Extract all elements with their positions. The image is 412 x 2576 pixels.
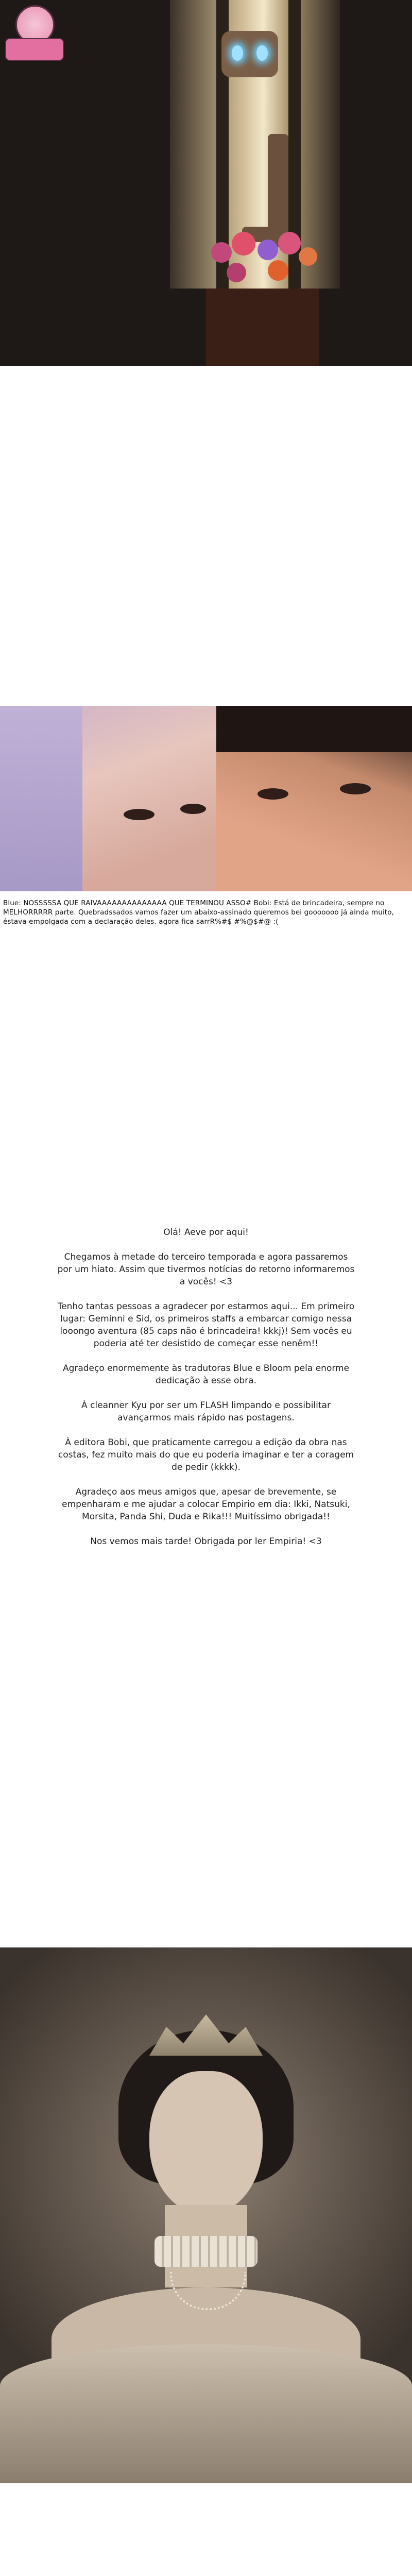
eye bbox=[180, 804, 206, 814]
flower bbox=[258, 240, 278, 260]
note-paragraph: Nos vemos mais tarde! Obrigada por ler Empiria! <3 bbox=[90, 1536, 322, 1547]
comic-panel-3 bbox=[0, 1947, 412, 2483]
robot-eye bbox=[232, 45, 243, 61]
author-note bbox=[57, 1226, 355, 1560]
pearl-choker bbox=[154, 2236, 258, 2267]
logo-ribbon bbox=[5, 38, 64, 61]
flower bbox=[232, 232, 255, 256]
comic-panel-2 bbox=[0, 706, 412, 891]
note-paragraph: À editora Bobi, que praticamente carregou a edição da obra nas costas, fez muito mais do que eu poderia imaginar e ter a coragem de pedir (kkkk). bbox=[58, 1437, 354, 1472]
fansub-logo bbox=[5, 5, 62, 62]
eye bbox=[340, 783, 371, 794]
note-paragraph: Tenho tantas pessoas a agradecer por estarmos aqui... Em primeiro lugar: Geminni e Sid, os primeiros staffs a embarcar comigo nessa looongo aventura (85 caps não é brincadeira! kkkj)! Sem vocês eu poderia até ter desistido de começar esse nenêm!! bbox=[57, 1301, 355, 1349]
translator-caption: Blue: NOSSSSSA QUE RAIVAAAAAAAAAAAAAA QUE TERMINOU ASSO# Bobi: Está de brincadeira, sempre no MELHORRRRR parte. Quebradssados vamos fazer um abaixo-assinado queremos bei gooooooo já ainda muito, éstava empolgada com a declaração deles. agora fica sarrR%#$ #%@$#@ :( bbox=[3, 899, 394, 926]
flower bbox=[278, 232, 301, 255]
ruffled-dress bbox=[0, 2344, 412, 2483]
flower bbox=[227, 263, 246, 282]
flower-planter bbox=[206, 289, 319, 366]
dark-hair bbox=[216, 706, 412, 752]
note-paragraph: Agradeço aos meus amigos que, apesar de brevemente, se empenharam e me ajudar a colocar Empirio em dia: Ikki, Natsuki, Morsita, Panda Shi, Duda e Rika!!! Muitíssimo obrigada!! bbox=[62, 1487, 350, 1522]
note-paragraph: Chegamos à metade do terceiro temporada e agora passaremos por um hiato. Assim que tivermos notícias do retorno informaremos a vocês! <3 bbox=[57, 1252, 355, 1287]
lavender-hair bbox=[0, 706, 82, 891]
eye bbox=[258, 788, 288, 800]
flower bbox=[299, 247, 317, 266]
eye bbox=[124, 809, 154, 820]
note-paragraph: Olá! Aeve por aqui! bbox=[163, 1227, 249, 1238]
robot-eye bbox=[256, 45, 268, 61]
note-paragraph: À cleanner Kyu por ser um FLASH limpando e possibilitar avançarmos mais rápido nas postagens. bbox=[81, 1400, 331, 1423]
flower bbox=[268, 260, 288, 281]
note-paragraph: Agradeço enormemente às tradutoras Blue e Bloom pela enorme dedicação à esse obra. bbox=[62, 1363, 350, 1386]
robot-head bbox=[221, 31, 278, 77]
flower bbox=[211, 242, 232, 263]
comic-panel-1 bbox=[0, 0, 412, 366]
queen-face bbox=[149, 2071, 263, 2215]
